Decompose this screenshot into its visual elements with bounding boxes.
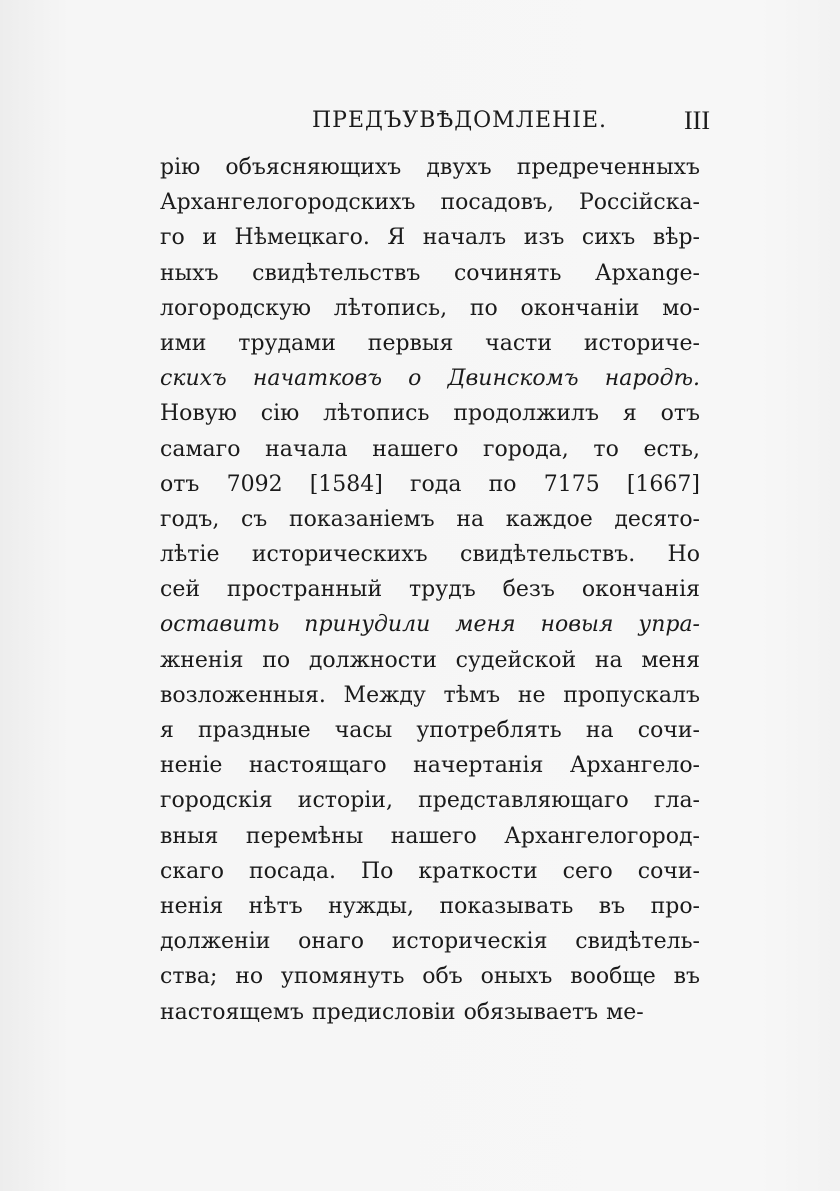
running-head: ПРЕДЪУВѢДОМЛЕНІЕ. — [312, 108, 608, 133]
text-line: ненія нѣтъ нужды, показывать въ про- — [160, 893, 700, 919]
text-line: скаго посада. По краткости сего сочи- — [160, 858, 700, 884]
text-line: вныя перемѣны нашего Архангелогород- — [160, 823, 700, 849]
text-line: сей пространный трудъ безъ окончанія — [160, 577, 700, 603]
text-line: ныхъ свидѣтельствъ сочинять Архange- — [160, 260, 700, 286]
text-line: скихъ начатковъ о Двинскомъ народѣ. — [160, 366, 700, 392]
text-line: долженіи онаго историческія свидѣтель- — [160, 929, 700, 955]
text-line: городскія исторіи, представляющаго гла- — [160, 788, 700, 814]
text-line: настоящемъ предисловіи обязываетъ ме- — [160, 999, 644, 1025]
text-line: оставить принудили меня новыя упра- — [160, 612, 700, 638]
text-line: годъ, съ показаніемъ на каждое десято- — [160, 506, 700, 532]
text-line: неніе настоящаго начертанія Архангело- — [160, 753, 700, 779]
page-header — [160, 108, 710, 148]
text-line: ими трудами первыя части историче- — [160, 330, 700, 356]
text-line: отъ 7092 [1584] года по 7175 [1667] — [160, 471, 700, 497]
text-line: я праздные часы употреблять на сочи- — [160, 718, 700, 743]
text-line: логородскую лѣтопись, по окончаніи мо- — [160, 295, 700, 321]
text-line: ства; но упомянуть объ оныхъ вообще въ — [160, 964, 700, 990]
text-line: жненія по должности судейской на меня — [160, 647, 700, 673]
text-line: го и Нѣмецкаго. Я началъ изъ сихъ вѣр- — [160, 225, 700, 251]
text-line: возложенныя. Между тѣмъ не пропускалъ — [160, 682, 700, 708]
text-line: Новую сію лѣтопись продолжилъ я отъ — [160, 401, 700, 427]
body-text — [160, 150, 700, 1030]
text-line: лѣтіе историческихъ свидѣтельствъ. Но — [160, 542, 700, 568]
text-line: Архангелогородскихъ посадовъ, Россійска- — [160, 190, 700, 216]
text-line: самаго начала нашего города, то есть, — [160, 436, 700, 462]
page-number: III — [684, 106, 710, 135]
text-line: рію объясняющихъ двухъ предреченныхъ — [160, 155, 700, 180]
